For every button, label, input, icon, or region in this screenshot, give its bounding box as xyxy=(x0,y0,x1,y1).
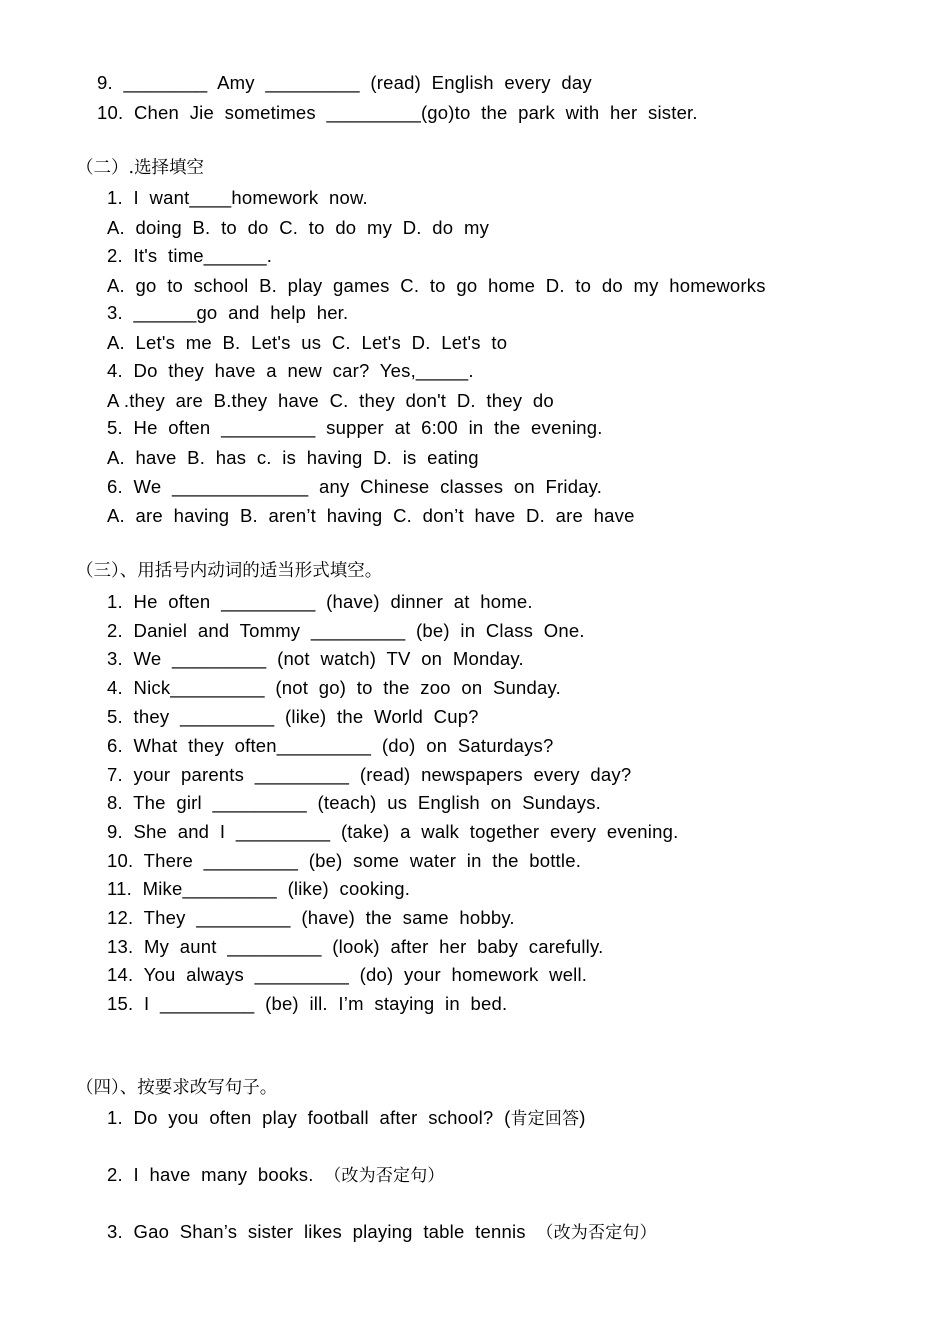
mc-options-4: A .they are B.they have C. they don't D. they do xyxy=(107,390,554,411)
rewrite-item-1-text: 1. Do you often play football after school? ( xyxy=(107,1107,511,1128)
verb-item-11: 11. Mike_________ (like) cooking. xyxy=(107,878,411,899)
exercise-line-10: 10. Chen Jie sometimes _________(go)to the park with her sister. xyxy=(97,102,698,123)
rewrite-item-2-text: 2. I have many books. xyxy=(107,1164,325,1185)
mc-options-1: A. doing B. to do C. to do my D. do my xyxy=(107,217,490,238)
verb-item-1: 1. He often _________ (have) dinner at home. xyxy=(107,591,533,612)
section-2-heading: （二）.选择填空 xyxy=(76,158,205,178)
mc-options-2: A. go to school B. play games C. to go home D. to do my homeworks xyxy=(107,275,766,296)
verb-item-7: 7. your parents _________ (read) newspapers every day? xyxy=(107,764,632,785)
rewrite-item-2 xyxy=(107,1164,445,1187)
section-3-heading: （三）、用括号内动词的适当形式填空。 xyxy=(76,561,383,581)
section-4-heading: （四）、按要求改写句子。 xyxy=(76,1078,278,1098)
verb-item-3: 3. We _________ (not watch) TV on Monday. xyxy=(107,648,524,669)
verb-item-4: 4. Nick_________ (not go) to the zoo on Sunday. xyxy=(107,677,561,698)
verb-item-10: 10. There _________ (be) some water in the bottle. xyxy=(107,850,582,871)
mc-question-4: 4. Do they have a new car? Yes,_____. xyxy=(107,360,474,381)
rewrite-item-3 xyxy=(107,1221,657,1244)
rewrite-item-3-note: （改为否定句） xyxy=(536,1223,657,1243)
verb-item-14: 14. You always _________ (do) your homework well. xyxy=(107,964,588,985)
verb-item-15: 15. I _________ (be) ill. I’m staying in bed. xyxy=(107,993,508,1014)
verb-item-5: 5. they _________ (like) the World Cup? xyxy=(107,706,479,727)
mc-question-5: 5. He often _________ supper at 6:00 in the evening. xyxy=(107,417,603,438)
rewrite-item-1-close: ) xyxy=(579,1107,586,1128)
mc-options-6: A. are having B. aren’t having C. don’t have D. are have xyxy=(107,505,635,526)
mc-options-5: A. have B. has c. is having D. is eating xyxy=(107,447,479,468)
rewrite-item-3-text: 3. Gao Shan’s sister likes playing table tennis xyxy=(107,1221,537,1242)
mc-question-6: 6. We _____________ any Chinese classes on Friday. xyxy=(107,476,603,497)
mc-question-3: 3. ______go and help her. xyxy=(107,302,349,323)
verb-item-9: 9. She and I _________ (take) a walk together every evening. xyxy=(107,821,679,842)
mc-options-3: A. Let's me B. Let's us C. Let's D. Let's to xyxy=(107,332,508,353)
rewrite-item-1 xyxy=(107,1107,586,1130)
rewrite-item-1-note: 肯定回答 xyxy=(510,1109,580,1129)
verb-item-12: 12. They _________ (have) the same hobby. xyxy=(107,907,515,928)
verb-item-8: 8. The girl _________ (teach) us English on Sundays. xyxy=(107,792,601,813)
exercise-line-9: 9. ________ Amy _________ (read) English every day xyxy=(97,72,592,93)
verb-item-6: 6. What they often_________ (do) on Saturdays? xyxy=(107,735,554,756)
mc-question-1: 1. I want____homework now. xyxy=(107,187,368,208)
verb-item-2: 2. Daniel and Tommy _________ (be) in Class One. xyxy=(107,620,585,641)
verb-item-13: 13. My aunt _________ (look) after her baby carefully. xyxy=(107,936,604,957)
rewrite-item-2-note: （改为否定句） xyxy=(324,1166,445,1186)
mc-question-2: 2. It's time______. xyxy=(107,245,273,266)
